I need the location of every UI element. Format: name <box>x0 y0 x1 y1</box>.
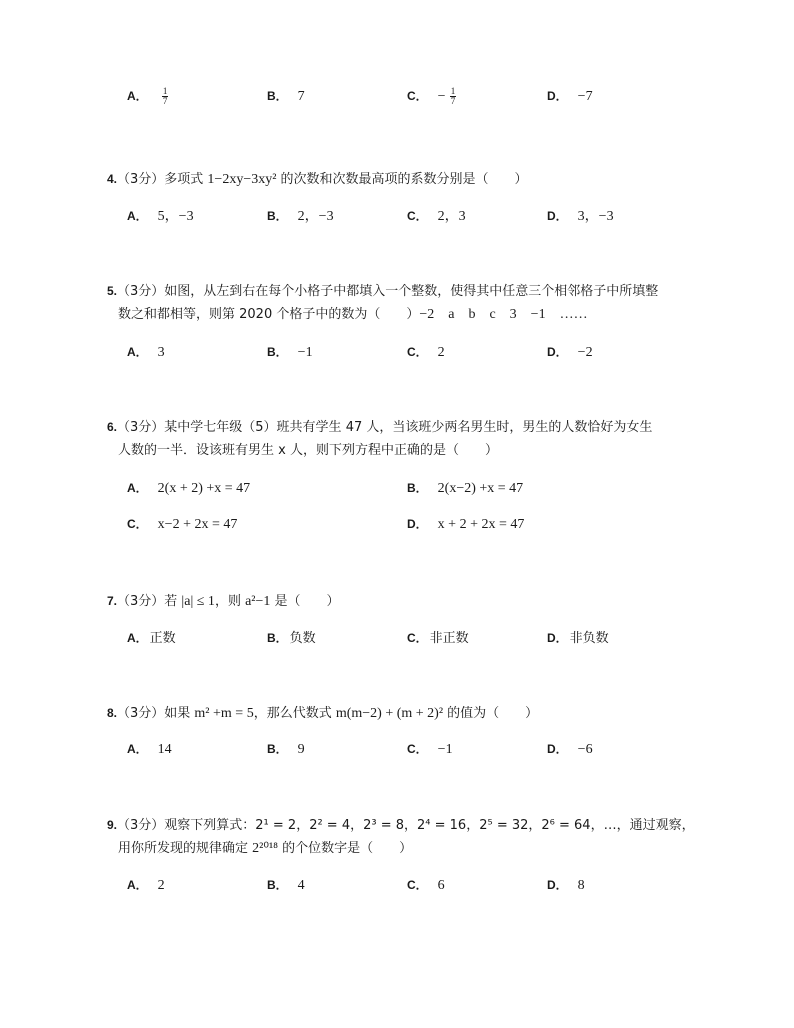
option-letter: B． <box>267 345 288 359</box>
q6-stem-line1 <box>107 418 652 437</box>
question-text: ，则 <box>214 594 246 609</box>
option-letter: B． <box>407 481 428 495</box>
q6-option-d[interactable] <box>407 515 524 534</box>
q7-option-a[interactable] <box>127 629 176 648</box>
question-text: （3分）如果 <box>117 706 195 721</box>
option-letter: A． <box>127 481 148 495</box>
math-expression: m(m−2) + (m + 2)² <box>335 706 444 721</box>
option-value: 6 <box>437 878 445 893</box>
question-text: 的个位数字是（ ） <box>278 841 413 856</box>
q4-option-b[interactable] <box>267 207 334 226</box>
option-letter: C． <box>407 209 428 223</box>
question-number: 6. <box>107 420 118 434</box>
q7-option-b[interactable] <box>267 629 316 648</box>
q7-option-c[interactable] <box>407 629 469 648</box>
question-text: 人数的一半．设该班有男生 x 人，则下列方程中正确的是（ ） <box>118 443 498 458</box>
q3-option-b[interactable] <box>267 87 305 106</box>
q9-option-d[interactable] <box>547 876 585 895</box>
q8-stem <box>107 704 538 723</box>
option-letter: D． <box>547 742 568 756</box>
fraction <box>450 87 457 106</box>
option-value: −7 <box>577 89 593 104</box>
option-value: 非负数 <box>569 631 609 646</box>
question-text: 的次数和次数最高项的系数分别是（ ） <box>276 172 528 187</box>
q4-option-d[interactable] <box>547 207 614 226</box>
q5-option-a[interactable] <box>127 343 165 362</box>
question-text: （3分）某中学七年级（5）班共有学生 47 人，当该班少两名男生时，男生的人数恰好为女生 <box>117 420 653 435</box>
option-value: 2，−3 <box>297 209 334 224</box>
fraction-numerator: 1 <box>450 86 456 96</box>
q4-stem <box>107 170 528 189</box>
option-value: 负数 <box>289 631 316 646</box>
q6-option-b[interactable] <box>407 479 523 498</box>
fraction-numerator: 1 <box>162 86 168 96</box>
option-value: −1 <box>297 345 313 360</box>
option-value: 2 <box>157 878 165 893</box>
q3-option-d[interactable] <box>547 87 593 106</box>
q9-option-c[interactable] <box>407 876 445 895</box>
q8-option-b[interactable] <box>267 740 305 759</box>
math-expression: a²−1 <box>245 594 271 609</box>
q9-option-a[interactable] <box>127 876 165 895</box>
fraction <box>162 87 169 106</box>
question-text: （3分）若 <box>117 594 182 609</box>
question-text: 用你所发现的规律确定 <box>118 841 253 856</box>
question-number: 5. <box>107 284 118 298</box>
option-letter: C． <box>127 517 148 531</box>
option-letter: A． <box>127 631 148 645</box>
q7-stem <box>107 592 340 611</box>
option-letter: C． <box>407 742 428 756</box>
option-letter: B． <box>267 742 288 756</box>
q9-stem-line1 <box>107 816 695 835</box>
option-value: 2(x−2) +x = 47 <box>437 481 524 496</box>
q6-option-c[interactable] <box>127 515 237 534</box>
option-value: 2，3 <box>437 209 466 224</box>
option-value: 5，−3 <box>157 209 194 224</box>
option-letter: C． <box>407 631 428 645</box>
fraction-denominator: 7 <box>450 96 456 106</box>
option-value: 2(x + 2) +x = 47 <box>157 481 251 496</box>
question-text: （3分）如图，从左到右在每个小格子中都填入一个整数，使得其中任意三个相邻格子中所填整 <box>117 284 659 299</box>
option-letter: D． <box>547 89 568 103</box>
option-letter: D． <box>547 631 568 645</box>
question-number: 9. <box>107 818 118 832</box>
math-condition: m² +m = 5 <box>194 706 254 721</box>
q5-stem-line2 <box>118 306 588 324</box>
question-text: （3分）观察下列算式：2¹ = 2，2² = 4，2³ = 8，2⁴ = 16，2⁵ = 32，2⁶ = 64，…，通过观察， <box>117 818 695 833</box>
option-value: 3 <box>157 345 165 360</box>
q4-option-c[interactable] <box>407 207 466 226</box>
option-value: 非正数 <box>429 631 469 646</box>
q8-option-c[interactable] <box>407 740 453 759</box>
q4-option-a[interactable] <box>127 207 194 226</box>
q6-stem-line2 <box>118 442 498 460</box>
option-letter: A． <box>127 878 148 892</box>
question-number: 4. <box>107 172 118 186</box>
math-condition: |a| ≤ 1 <box>181 594 215 609</box>
option-letter: C． <box>407 345 428 359</box>
question-text: （3分）多项式 <box>117 172 208 187</box>
option-letter: B． <box>267 89 288 103</box>
grid-cells: −2 a b c 3 −1 …… <box>419 307 588 322</box>
option-letter: C． <box>407 878 428 892</box>
q3-option-a[interactable] <box>127 87 168 106</box>
option-letter: D． <box>547 878 568 892</box>
option-letter: C． <box>407 89 428 103</box>
option-value: 8 <box>577 878 585 893</box>
option-value: 7 <box>297 89 305 104</box>
math-expression: 1−2xy−3xy² <box>207 172 277 187</box>
q5-option-c[interactable] <box>407 343 445 362</box>
q7-option-d[interactable] <box>547 629 609 648</box>
question-number: 8. <box>107 706 118 720</box>
q9-stem-line2 <box>118 840 412 858</box>
option-letter: D． <box>547 345 568 359</box>
option-value-sign: − <box>437 89 446 104</box>
option-value: −2 <box>577 345 593 360</box>
q8-option-a[interactable] <box>127 740 172 759</box>
option-letter: B． <box>267 631 288 645</box>
q8-option-d[interactable] <box>547 740 593 759</box>
fraction-denominator: 7 <box>162 96 168 106</box>
q3-option-c[interactable] <box>407 87 456 106</box>
option-value: 正数 <box>149 631 176 646</box>
option-letter: A． <box>127 345 148 359</box>
q5-option-b[interactable] <box>267 343 313 362</box>
q6-option-a[interactable] <box>127 479 250 498</box>
question-text: ，那么代数式 <box>253 706 336 721</box>
option-letter: A． <box>127 89 148 103</box>
q5-stem-line1 <box>107 282 658 301</box>
q5-option-d[interactable] <box>547 343 593 362</box>
option-value: 2 <box>437 345 445 360</box>
option-value: 3，−3 <box>577 209 614 224</box>
question-text: 数之和都相等，则第 2020 个格子中的数为（ ） <box>118 307 420 322</box>
option-value: 14 <box>157 742 172 757</box>
question-text: 的值为（ ） <box>443 706 539 721</box>
option-value: x−2 + 2x = 47 <box>157 517 238 532</box>
option-value: 4 <box>297 878 305 893</box>
math-expression: 2²⁰¹⁸ <box>252 841 279 856</box>
question-number: 7. <box>107 594 118 608</box>
option-letter: B． <box>267 209 288 223</box>
option-letter: D． <box>547 209 568 223</box>
q9-option-b[interactable] <box>267 876 305 895</box>
option-value: −6 <box>577 742 593 757</box>
option-letter: A． <box>127 742 148 756</box>
question-text: 是（ ） <box>270 594 340 609</box>
option-value: x + 2 + 2x = 47 <box>437 517 525 532</box>
option-value: −1 <box>437 742 453 757</box>
option-value: 9 <box>297 742 305 757</box>
option-letter: A． <box>127 209 148 223</box>
option-letter: D． <box>407 517 428 531</box>
option-letter: B． <box>267 878 288 892</box>
